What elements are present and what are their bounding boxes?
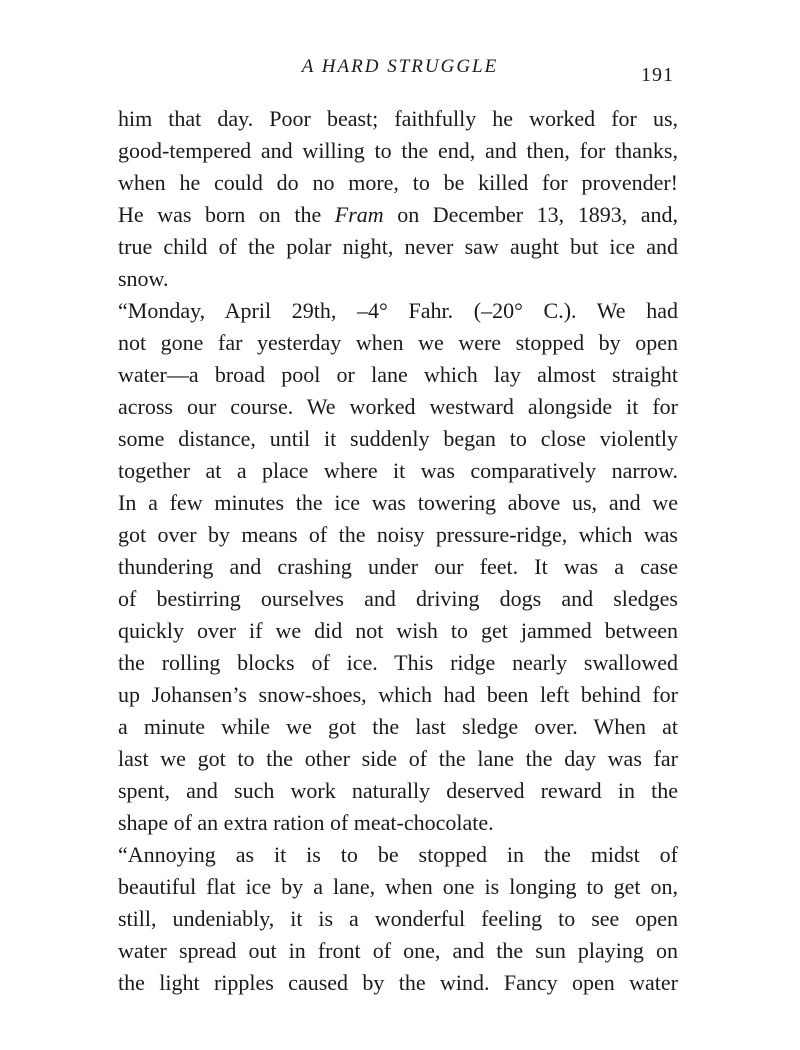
text-line: good-tempered and willing to the end, and then, for thanks, [118,138,678,163]
text-line: snow. [118,266,169,291]
text-line: the rolling blocks of ice. This ridge nearly swallowed [118,650,678,675]
text-line: together at a place where it was comparatively narrow. [118,458,678,483]
text-line: of bestirring ourselves and driving dogs and sledges [118,586,678,611]
paragraph [118,103,678,295]
text-line: still, undeniably, it is a wonderful feeling to see open [118,906,678,931]
text-line: “Monday, April 29th, –4° Fahr. (–20° C.). We had [118,298,678,323]
page-number: 191 [641,64,674,86]
running-head: A HARD STRUGGLE [301,56,499,77]
text-line: up Johansen’s snow-shoes, which had been left behind for [118,682,678,707]
text-line: quickly over if we did not wish to get jammed between [118,618,678,643]
text-line: got over by means of the noisy pressure-ridge, which was [118,522,678,547]
text-line: water spread out in front of one, and the sun playing on [118,938,678,963]
text-line: shape of an extra ration of meat-chocolate. [118,810,494,835]
body-text [118,103,678,999]
text-line: across our course. We worked westward alongside it for [118,394,678,419]
text-line: not gone far yesterday when we were stopped by open [118,330,678,355]
text-line: In a few minutes the ice was towering above us, and we [118,490,678,515]
text-line: true child of the polar night, never saw aught but ice and [118,234,678,259]
text-line: spent, and such work naturally deserved reward in the [118,778,678,803]
ship-name: Fram [334,202,384,227]
text-line: water—a broad pool or lane which lay almost straight [118,362,678,387]
text-line: beautiful flat ice by a lane, when one is longing to get on, [118,874,678,899]
text-line: the light ripples caused by the wind. Fancy open water [118,970,678,995]
text-line: when he could do no more, to be killed for provender! [118,170,678,195]
text-line: “Annoying as it is to be stopped in the midst of [118,842,678,867]
text-line: some distance, until it suddenly began to close violently [118,426,678,451]
text-line: thundering and crashing under our feet. It was a case [118,554,678,579]
text-line: a minute while we got the last sledge over. When at [118,714,678,739]
paragraph [118,839,678,999]
text-line: him that day. Poor beast; faithfully he worked for us, [118,106,678,131]
text-line: last we got to the other side of the lane the day was far [118,746,678,771]
text-line: He was born on the Fram on December 13, 1893, and, [118,202,678,227]
paragraph [118,295,678,839]
